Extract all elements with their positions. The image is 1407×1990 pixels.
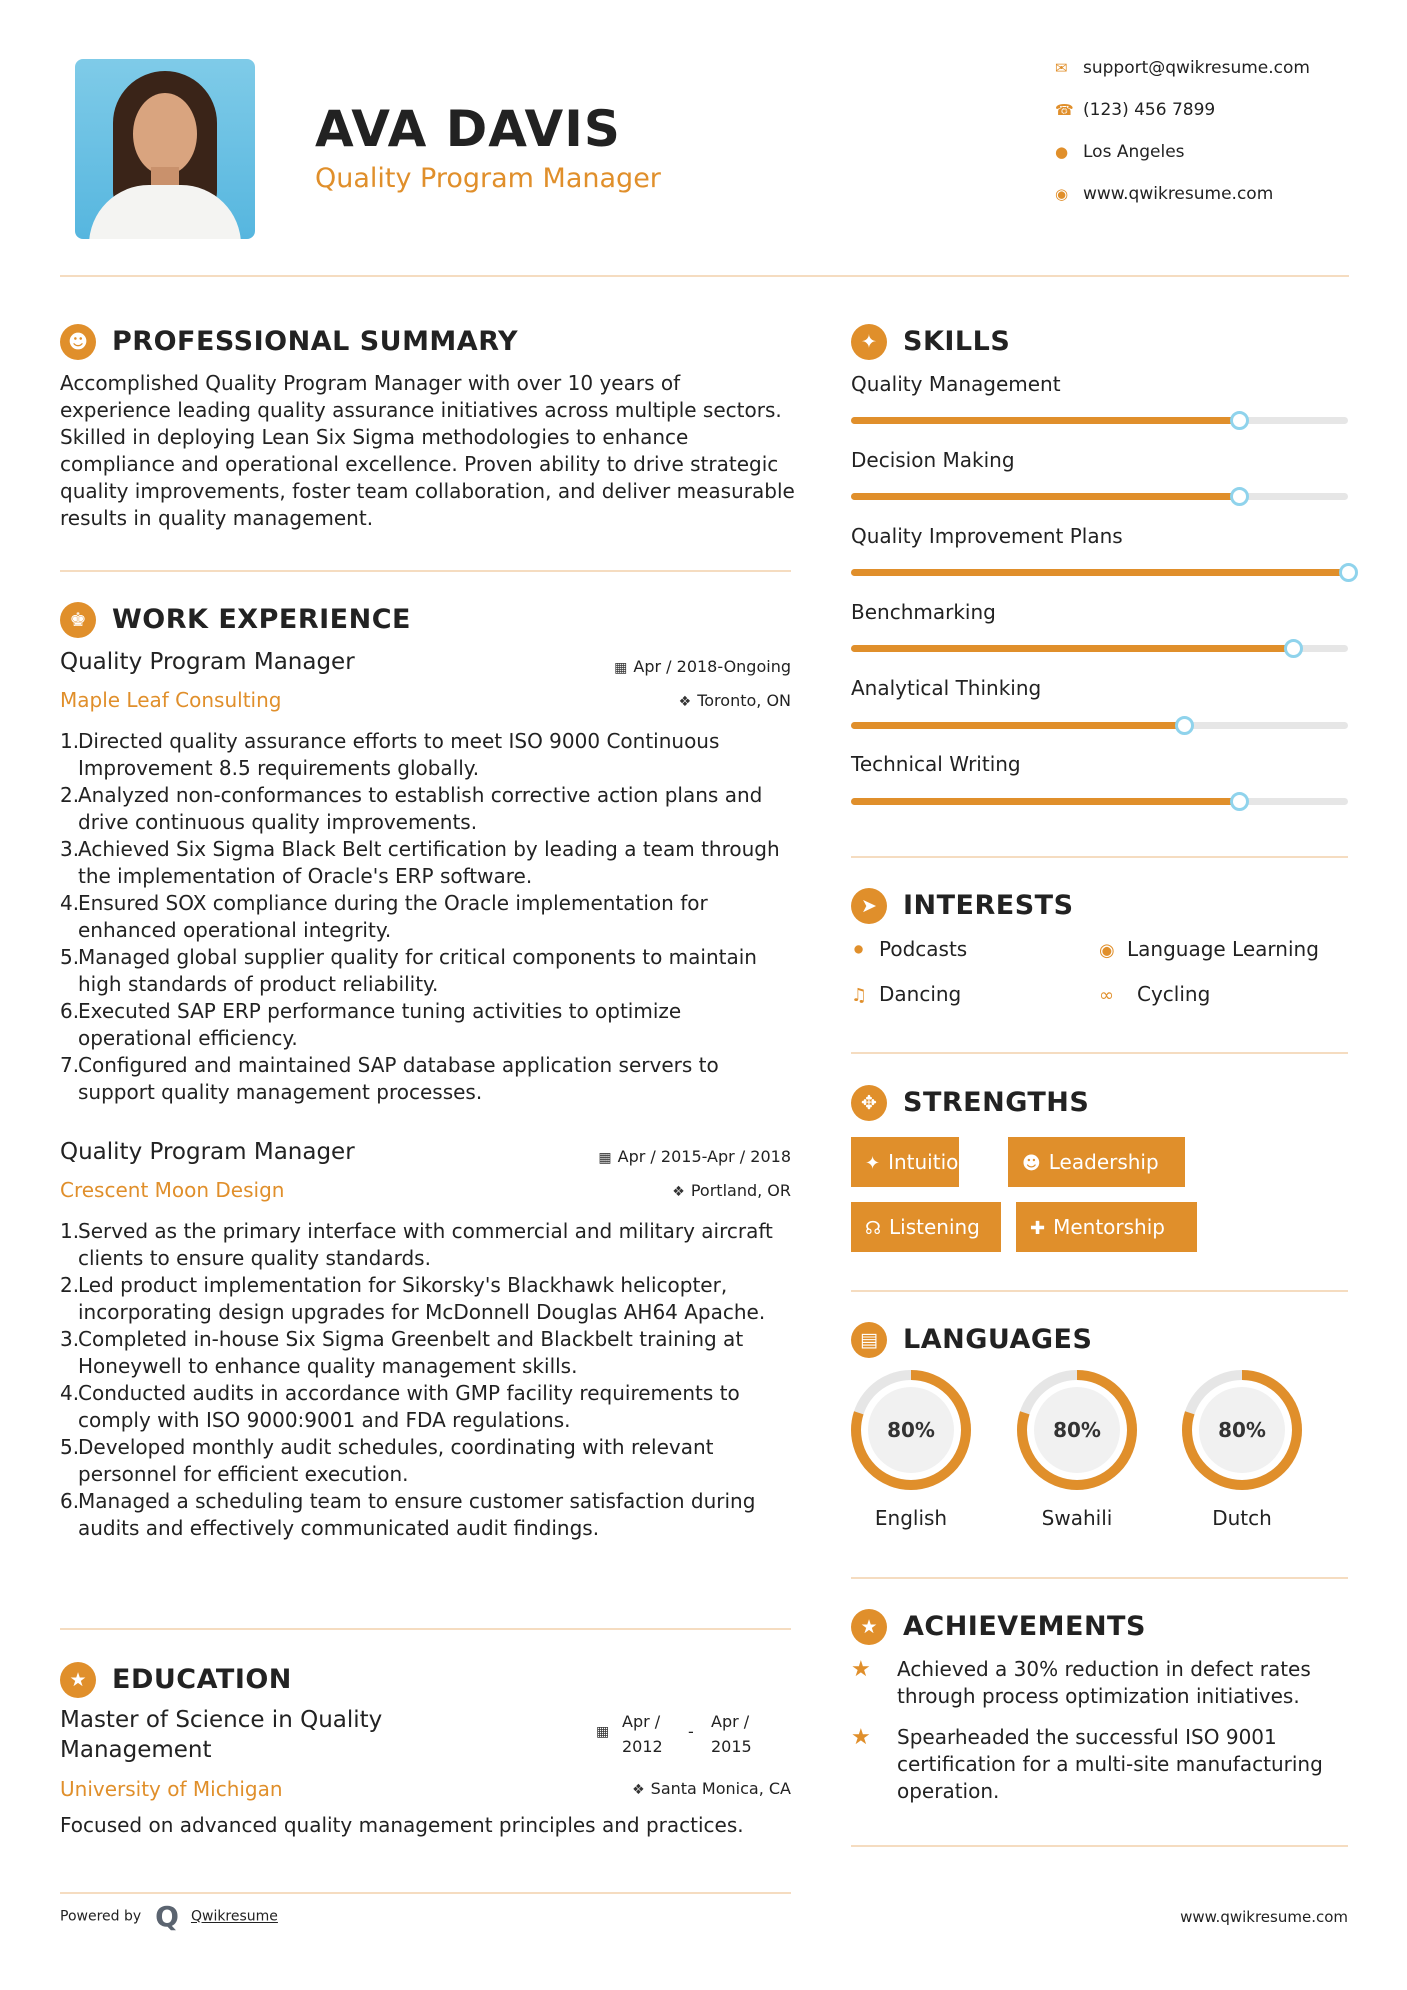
interest-label: Podcasts: [879, 937, 968, 961]
job-1-bullets: [60, 728, 785, 1106]
magic-wand-icon: ✦: [865, 1153, 881, 1174]
skill-bar-fill: [851, 417, 1239, 424]
summary-title: PROFESSIONAL SUMMARY: [112, 326, 519, 357]
experience-divider: [60, 1628, 791, 1630]
user-icon: ☻: [60, 324, 96, 360]
skills-divider: [851, 856, 1348, 858]
music-note-icon: ♫: [851, 985, 868, 1006]
id-card-icon: ▤: [851, 1322, 887, 1358]
contact-email[interactable]: [1055, 58, 1385, 84]
education-description: Focused on advanced quality management principles and practices.: [60, 1813, 744, 1837]
powered-by-text: Powered by: [60, 1908, 142, 1925]
language-item: [1180, 1368, 1304, 1530]
job-2-dates: [598, 1147, 791, 1166]
interest-item: [1099, 982, 1210, 1006]
job-1-bullet: 1. Directed quality assurance efforts to meet ISO 9000 Continuous Improvement 8.5 requirements globally.: [60, 729, 720, 780]
envelope-icon: ✉: [1055, 59, 1068, 77]
contact-website-text: www.qwikresume.com: [1083, 184, 1274, 204]
job-2-bullet: 1. Served as the primary interface with commercial and military aircraft clients to ensure quality standards.: [60, 1219, 773, 1270]
microphone-icon: ⚫: [851, 940, 867, 961]
skill-bar-knob[interactable]: [1175, 716, 1194, 735]
education-location-text: Santa Monica, CA: [650, 1779, 791, 1798]
job-2-company: Crescent Moon Design: [60, 1178, 285, 1202]
contact-phone[interactable]: [1055, 100, 1385, 126]
skill-label: Analytical Thinking: [851, 676, 1042, 700]
paper-plane-icon: ➤: [851, 888, 887, 924]
education-title: EDUCATION: [112, 1664, 292, 1695]
skill-label: Quality Improvement Plans: [851, 524, 1123, 548]
language-percent: 80%: [887, 1418, 935, 1442]
contact-email-text: support@qwikresume.com: [1083, 58, 1310, 78]
achievements-divider: [851, 1845, 1348, 1847]
interest-item: [851, 982, 961, 1006]
achievements-title: ACHIEVEMENTS: [903, 1611, 1146, 1642]
skill-bar-fill: [851, 798, 1239, 805]
experience-title: WORK EXPERIENCE: [112, 604, 411, 635]
languages-divider: [851, 1577, 1348, 1579]
job-1-bullet: 3. Achieved Six Sigma Black Belt certification by leading a team through the implementation of Oracle's ERP software.: [60, 837, 780, 888]
fist-icon: ✥: [851, 1085, 887, 1121]
achievement-item: [851, 1656, 1361, 1712]
skill-bar: [851, 417, 1348, 424]
interests-divider: [851, 1052, 1348, 1054]
achievement-text: Spearheaded the successful ISO 9001 certification for a multi-site manufacturing operation.: [897, 1725, 1323, 1803]
contact-location: [1055, 142, 1385, 168]
contact-website[interactable]: [1055, 184, 1385, 210]
strength-badge: [851, 1202, 1001, 1252]
job-1-location-text: Toronto, ON: [697, 691, 791, 710]
bicycle-icon: ∞: [1099, 985, 1114, 1006]
photo-shirt: [89, 185, 241, 239]
interest-item: [851, 937, 967, 961]
skill-label: Quality Management: [851, 372, 1061, 396]
language-item: [849, 1368, 973, 1530]
user-plus-icon: ✚: [1030, 1218, 1046, 1239]
education-divider: [60, 1892, 791, 1894]
job-1-bullet: 2. Analyzed non-conformances to establish corrective action plans and drive continuous quality improvements.: [60, 783, 763, 834]
job-2-role: Quality Program Manager: [60, 1139, 355, 1165]
skill-bar: [851, 493, 1348, 500]
globe-icon: ◉: [1099, 940, 1115, 961]
language-name: English: [874, 1506, 948, 1530]
strengths-divider: [851, 1290, 1348, 1292]
job-2-bullet: 4. Conducted audits in accordance with GMP facility requirements to comply with ISO 9000:9001 and FDA regulations.: [60, 1381, 740, 1432]
briefcase-icon: ♚: [60, 602, 96, 638]
phone-icon: ☎: [1055, 101, 1074, 119]
job-2-bullet: 3. Completed in-house Six Sigma Greenbelt and Blackbelt training at Honeywell to enhance quality management skills.: [60, 1327, 744, 1378]
globe-icon: ◉: [1055, 185, 1069, 203]
language-item: [1015, 1368, 1139, 1530]
interest-label: Dancing: [879, 982, 962, 1006]
candidate-name: AVA DAVIS: [315, 100, 621, 158]
skill-bar-fill: [851, 493, 1239, 500]
job-2-location: [672, 1181, 791, 1200]
skill-label: Technical Writing: [851, 752, 1021, 776]
job-2-location-text: Portland, OR: [690, 1181, 791, 1200]
qwikresume-logo-icon: Q: [155, 1900, 179, 1933]
strength-label: Mentorship: [1053, 1215, 1165, 1239]
candidate-title: Quality Program Manager: [315, 163, 661, 194]
headphones-icon: ☊: [865, 1218, 881, 1239]
strength-badge: [1008, 1137, 1185, 1187]
job-1-company: Maple Leaf Consulting: [60, 688, 282, 712]
photo-face: [133, 93, 197, 175]
skill-bar-fill: [851, 645, 1293, 652]
skill-label: Benchmarking: [851, 600, 996, 624]
job-1-bullet: 6. Executed SAP ERP performance tuning activities to optimize operational efficiency.: [60, 999, 682, 1050]
skill-bar-knob[interactable]: [1230, 487, 1249, 506]
star-icon: ★: [851, 1725, 871, 1750]
calendar-icon: ▦: [614, 660, 628, 676]
header-divider: [60, 275, 1349, 277]
job-2-dates-text: Apr / 2015-Apr / 2018: [617, 1147, 791, 1166]
pushpin-icon: ❖: [672, 1184, 685, 1200]
degree-line-2: Management: [60, 1737, 212, 1763]
job-1-bullet: 5. Managed global supplier quality for critical components to maintain high standards of product reliability.: [60, 945, 757, 996]
education-school: University of Michigan: [60, 1777, 283, 1801]
pushpin-icon: ❖: [632, 1782, 645, 1798]
interest-item: [1099, 937, 1319, 961]
skill-bar: [851, 645, 1348, 652]
calendar-icon: ▦: [598, 1150, 612, 1166]
contact-location-text: Los Angeles: [1083, 142, 1185, 162]
interests-title: INTERESTS: [903, 890, 1074, 921]
achievement-item: [851, 1724, 1361, 1808]
education-start-1: Apr /: [622, 1712, 661, 1731]
summary-divider: [60, 570, 791, 572]
skill-bar: [851, 798, 1348, 805]
strengths-title: STRENGTHS: [903, 1087, 1090, 1118]
education-date-dash: -: [688, 1722, 694, 1741]
language-name: Swahili: [1041, 1506, 1113, 1530]
education-end-1: Apr /: [711, 1712, 750, 1731]
strength-label: Intuition: [888, 1150, 972, 1174]
job-1-location: [679, 691, 791, 710]
achievement-text: Achieved a 30% reduction in defect rates through process optimization initiatives.: [897, 1657, 1311, 1708]
degree-line-1: Master of Science in Quality: [60, 1707, 383, 1733]
profile-photo: [75, 59, 255, 239]
calendar-icon: ▦: [596, 1724, 610, 1740]
job-2-bullet: 2. Led product implementation for Sikorsky's Blackhawk helicopter, incorporating design upgrades for McDonnell Douglas AH64 Apache.: [60, 1273, 766, 1324]
map-pin-icon: ●: [1055, 143, 1069, 161]
job-1-role: Quality Program Manager: [60, 649, 355, 675]
skill-bar: [851, 569, 1348, 576]
job-1-bullet: 4. Ensured SOX compliance during the Oracle implementation for enhanced operational integrity.: [60, 891, 708, 942]
job-2-bullets: [60, 1218, 785, 1542]
star-badge-icon: ★: [851, 1609, 887, 1645]
language-percent: 80%: [1053, 1418, 1101, 1442]
lightbulb-icon: ✦: [851, 324, 887, 360]
language-name: Dutch: [1212, 1506, 1272, 1530]
job-2-bullet: 6. Managed a scheduling team to ensure customer satisfaction during audits and effectively communicated audit findings.: [60, 1489, 756, 1540]
education-end-2: 2015: [711, 1737, 752, 1756]
education-start-2: 2012: [622, 1737, 663, 1756]
job-2-bullet: 5. Developed monthly audit schedules, coordinating with relevant personnel for efficient execution.: [60, 1435, 714, 1486]
education-location: [632, 1779, 791, 1798]
footer-website[interactable]: www.qwikresume.com: [1180, 1908, 1348, 1926]
contact-phone-text: (123) 456 7899: [1083, 100, 1216, 120]
summary-text: Accomplished Quality Program Manager with over 10 years of experience leading quality assurance initiatives across multiple sectors. Skilled in deploying Lean Six Sigma methodologies to enhance compliance and operational excellence. Proven ability to drive strategic quality improvements, foster team collaboration, and deliver measurable results in quality management.: [60, 371, 795, 530]
strength-badge: [1016, 1202, 1197, 1252]
strength-label: Listening: [889, 1215, 980, 1239]
skill-bar-knob[interactable]: [1339, 563, 1358, 582]
footer-powered-by: [60, 1900, 278, 1933]
skill-bar-fill: [851, 569, 1348, 576]
qwikresume-link[interactable]: Qwikresume: [190, 1908, 278, 1925]
pushpin-icon: ❖: [678, 694, 692, 710]
skill-label: Decision Making: [851, 448, 1015, 472]
interest-label: Language Learning: [1127, 937, 1319, 961]
skill-bar-knob[interactable]: [1230, 411, 1249, 430]
job-1-dates-text: Apr / 2018-Ongoing: [633, 657, 791, 676]
language-percent: 80%: [1218, 1418, 1266, 1442]
star-icon: ★: [851, 1657, 871, 1682]
strength-badge: [851, 1137, 972, 1187]
strength-label: Leadership: [1048, 1150, 1159, 1174]
languages-title: LANGUAGES: [903, 1324, 1093, 1355]
job-1-dates: [614, 657, 791, 676]
interest-label: Cycling: [1137, 982, 1211, 1006]
users-icon: ☻: [1022, 1153, 1041, 1174]
skill-bar-fill: [851, 722, 1184, 729]
skills-title: SKILLS: [903, 326, 1011, 357]
graduation-icon: ★: [60, 1662, 96, 1698]
job-1-bullet: 7. Configured and maintained SAP database application servers to support quality management processes.: [60, 1053, 719, 1104]
skill-bar: [851, 722, 1348, 729]
skill-bar-knob[interactable]: [1230, 792, 1249, 811]
skill-bar-knob[interactable]: [1284, 639, 1303, 658]
